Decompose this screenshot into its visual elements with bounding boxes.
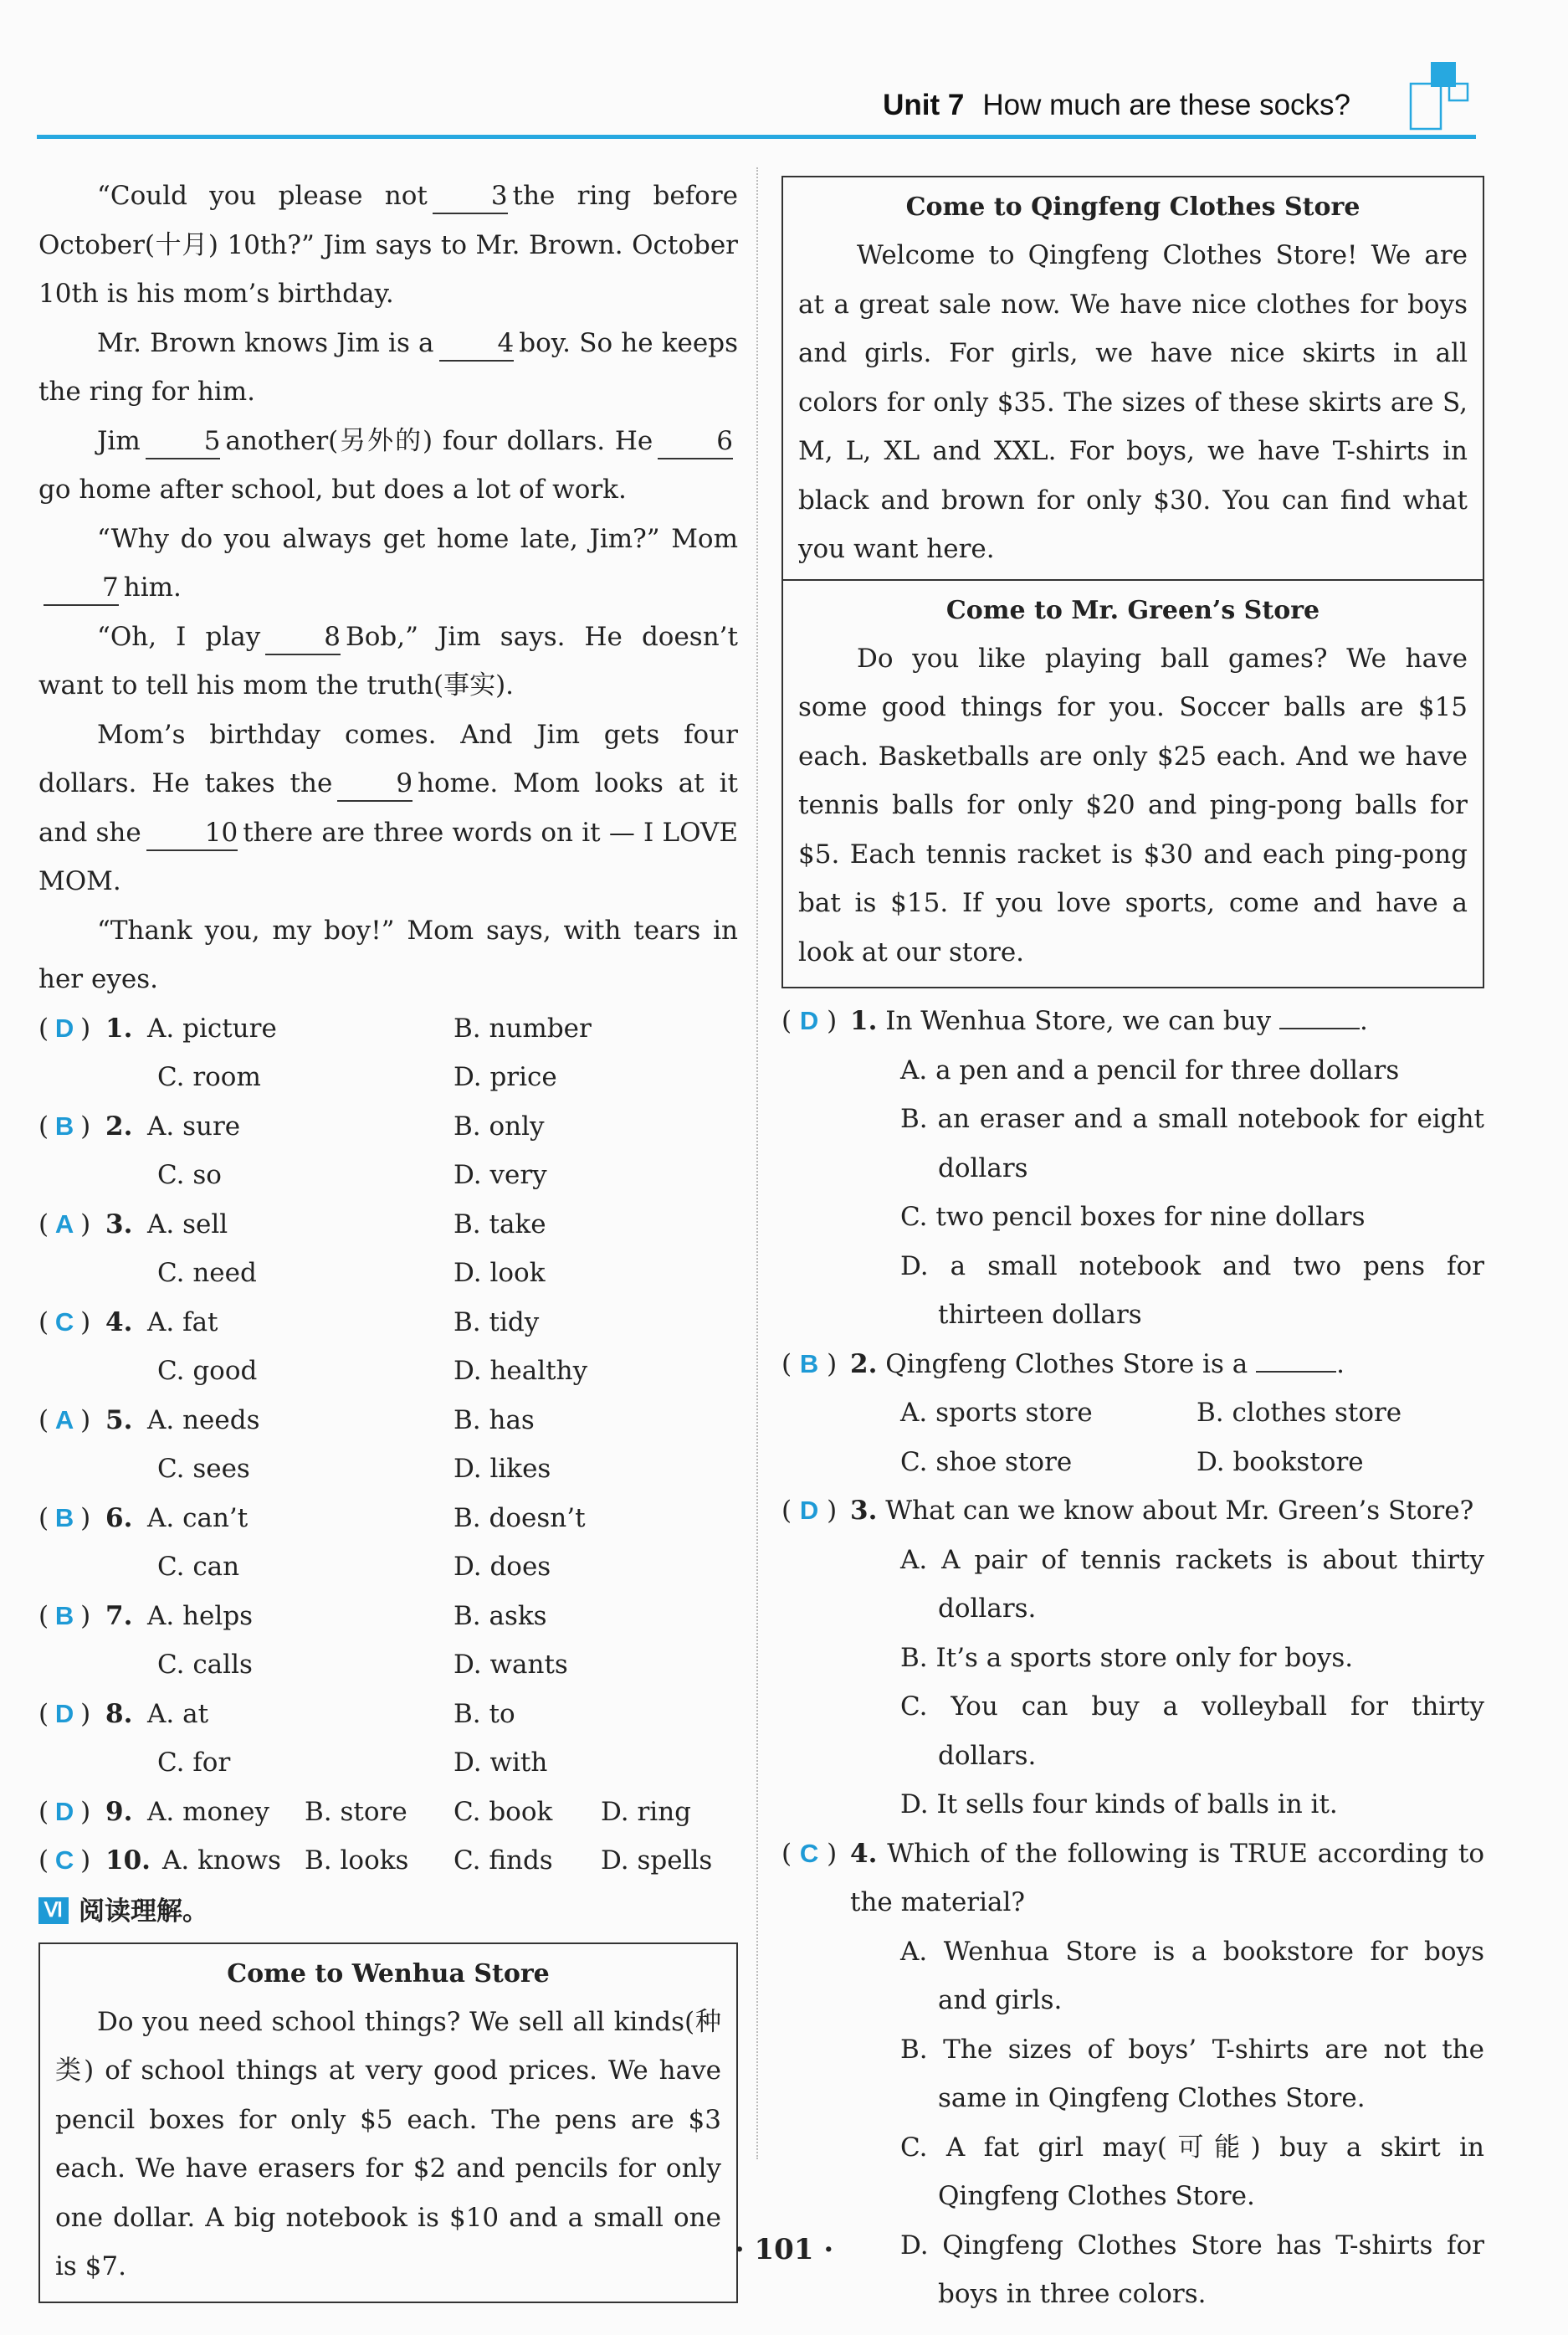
question-number: 4. xyxy=(850,1838,878,1869)
cloze-question xyxy=(38,1592,738,1641)
answer-bracket xyxy=(781,1486,837,1536)
option-b: B. take xyxy=(453,1209,546,1239)
ad-text: Welcome to Qingfeng Clothes Store! We are at a great sale now. We have nice clothes for boys and girls. For girls, we have nice skirts in all colors for only $35. The sizes of these skirts are S, M, L, XL and XXL. For boys, we have T-shirts in black and brown for only $30. You can find what you want here. xyxy=(798,240,1468,564)
option-d: D. ring xyxy=(601,1796,692,1827)
cloze-question-row-2 xyxy=(38,1542,738,1592)
cloze-question xyxy=(38,1836,738,1886)
cloze-paragraph-7: “Thank you, my boy!” Mom says, with tears in her eyes. xyxy=(38,915,738,994)
option-a: A. needs xyxy=(147,1404,260,1435)
answer-letter: B xyxy=(799,1348,819,1378)
option-d: D. very xyxy=(453,1160,547,1190)
answer-letter: D xyxy=(54,1698,74,1728)
question-number: 1. xyxy=(105,1013,133,1044)
question-number: 8. xyxy=(105,1698,133,1729)
answer-choice: A. A pair of tennis rackets is about thirty dollars. xyxy=(900,1544,1484,1624)
cloze-paragraph-6: Mom’s birthday comes. And Jim gets four dollars. He takes the 9 home. Mom looks at it and she 10 there are three words on it — I LOVE MOM. xyxy=(38,719,739,896)
option-c: C. book xyxy=(453,1796,553,1827)
question-number: 1. xyxy=(850,1006,878,1036)
question-number: 7. xyxy=(105,1600,133,1631)
unit-title: How much are these socks? xyxy=(982,89,1350,121)
cloze-question xyxy=(38,1298,738,1347)
page-number: · 101 · xyxy=(734,2233,834,2266)
cloze-blank-6: 6 xyxy=(658,424,733,459)
answer-bracket xyxy=(38,1200,90,1250)
option-c: C. need xyxy=(157,1258,257,1288)
bracket-open: ( xyxy=(38,1404,49,1435)
question-text: Which of the following is TRUE according to the material? xyxy=(850,1838,1484,1917)
answer-letter: B xyxy=(54,1111,74,1141)
option-d: D. price xyxy=(453,1062,557,1092)
cloze-question xyxy=(38,1494,738,1543)
answer-bracket xyxy=(781,1340,837,1389)
answer-letter: C xyxy=(54,1306,74,1337)
cloze-paragraph-5: “Oh, I play 8 Bob,” Jim says. He doesn’t want to tell his mom the truth(事实). xyxy=(38,621,738,700)
answer-choice: B. an eraser and a small notebook for eight dollars xyxy=(900,1104,1484,1183)
answer-letter: C xyxy=(799,1838,819,1868)
option-c: C. good xyxy=(157,1356,258,1386)
store-ads-box xyxy=(781,176,1484,988)
column-divider xyxy=(756,167,758,2159)
option-c: C. calls xyxy=(157,1650,253,1680)
answer-bracket xyxy=(38,1396,90,1445)
choice-d: D. bookstore xyxy=(1196,1446,1364,1477)
question-number: 10. xyxy=(105,1845,151,1876)
option-b: B. looks xyxy=(305,1845,409,1876)
cloze-paragraph-2: Mr. Brown knows Jim is a 4 boy. So he keeps the ring for him. xyxy=(38,327,738,407)
cloze-question-list-single xyxy=(38,1788,738,1886)
answer-bracket xyxy=(38,1298,90,1347)
cloze-question xyxy=(38,1200,738,1250)
answer-choice: B. The sizes of boys’ T-shirts are not the same in Qingfeng Clothes Store. xyxy=(900,2034,1484,2113)
option-b: B. store xyxy=(305,1796,407,1827)
answer-bracket xyxy=(38,1592,90,1641)
bracket-open: ( xyxy=(781,1838,792,1869)
green-store-ad xyxy=(783,579,1483,978)
question-number: 6. xyxy=(105,1502,133,1533)
option-b: B. tidy xyxy=(453,1306,540,1337)
option-b: B. number xyxy=(453,1013,592,1044)
ad-title: Come to Qingfeng Clothes Store xyxy=(905,192,1360,222)
bracket-close: ) xyxy=(80,1404,91,1435)
bracket-open: ( xyxy=(38,1209,49,1239)
option-a: A. sure xyxy=(147,1111,241,1142)
header-title xyxy=(883,89,1350,122)
cloze-question xyxy=(38,1102,738,1152)
answer-choice: A. Wenhua Store is a bookstore for boys and girls. xyxy=(900,1936,1484,2015)
cloze-question-list xyxy=(38,1004,738,1788)
option-d: D. does xyxy=(453,1552,551,1582)
option-d: D. with xyxy=(453,1747,548,1778)
question-text: In Wenhua Store, we can buy xyxy=(885,1006,1272,1036)
answer-letter: B xyxy=(54,1502,74,1532)
answer-choice: C. two pencil boxes for nine dollars xyxy=(900,1202,1366,1232)
cloze-question xyxy=(38,1396,738,1445)
bracket-close: ) xyxy=(80,1209,91,1239)
ad-text: Do you like playing ball games? We have some good things for you. Soccer balls are $15 each. Basketballs are only $25 each. And we have tennis balls for only $20 and ping-pong balls for $5. Each tennis racket is $30 and each ping-pong bat is $15. If you love sports, come and have a look at our store. xyxy=(798,643,1468,967)
period: . xyxy=(1336,1348,1345,1379)
header-rule xyxy=(37,135,1476,139)
bracket-open: ( xyxy=(38,1796,49,1827)
option-c: C. for xyxy=(157,1747,231,1778)
header-square-icon xyxy=(1384,59,1476,134)
option-a: A. at xyxy=(147,1698,209,1729)
unit-label: Unit 7 xyxy=(883,89,965,121)
bracket-open: ( xyxy=(781,1006,792,1036)
ad-title: Come to Mr. Green’s Store xyxy=(945,595,1320,625)
answer-bracket xyxy=(38,1788,90,1837)
ad-text: Do you need school things? We sell all kinds(种类) of school things at very good prices. We have pencil boxes for only $5 each. The pens are $3 each. We have erasers for $2 and pencils for only one dollar. A big notebook is $10 and a small one is $7. xyxy=(55,2006,721,2281)
answer-bracket xyxy=(38,1494,90,1543)
cloze-blank-5: 5 xyxy=(146,424,221,459)
cloze-question xyxy=(38,1004,738,1054)
answer-choice: D. a small notebook and two pens for thirteen dollars xyxy=(900,1250,1484,1330)
option-b: B. to xyxy=(453,1698,515,1729)
option-b: B. has xyxy=(453,1404,535,1435)
question-number: 9. xyxy=(105,1796,133,1827)
bracket-open: ( xyxy=(38,1698,49,1729)
choice-b: B. clothes store xyxy=(1196,1398,1402,1428)
section-title: 阅读理解。 xyxy=(79,1896,208,1927)
bracket-close: ) xyxy=(80,1698,91,1729)
cloze-blank-9: 9 xyxy=(337,767,412,802)
bracket-open: ( xyxy=(38,1111,49,1142)
option-a: A. helps xyxy=(147,1600,254,1631)
cloze-paragraph-1: “Could you please not 3 the ring before October(十月) 10th?” Jim says to Mr. Brown. October 10th is his mom’s birthday. xyxy=(38,181,738,309)
reading-question xyxy=(781,997,1484,1340)
question-stem xyxy=(850,1486,1484,1536)
question-stem xyxy=(850,1340,1484,1389)
cloze-blank-8: 8 xyxy=(265,620,341,655)
cloze-paragraph-4: “Why do you always get home late, Jim?” Mom 7 him. xyxy=(38,515,738,613)
bracket-close: ) xyxy=(827,1006,838,1036)
answer-letter: D xyxy=(799,1496,819,1525)
answer-letter: A xyxy=(54,1404,74,1434)
option-c: C. can xyxy=(157,1552,240,1582)
bracket-open: ( xyxy=(38,1013,49,1044)
answer-letter: D xyxy=(54,1796,74,1826)
option-d: D. spells xyxy=(601,1845,713,1876)
answer-bracket xyxy=(38,1836,90,1886)
reading-question-list xyxy=(781,997,1484,2319)
left-column xyxy=(38,172,738,2303)
bracket-close: ) xyxy=(80,1502,91,1533)
bracket-close: ) xyxy=(80,1306,91,1337)
option-d: D. healthy xyxy=(453,1356,588,1386)
answer-choice: D. Qingfeng Clothes Store has T-shirts for boys in three colors. xyxy=(900,2230,1484,2309)
bracket-close: ) xyxy=(80,1013,91,1044)
answer-bracket xyxy=(781,997,837,1046)
bracket-close: ) xyxy=(827,1496,838,1526)
answer-bracket xyxy=(38,1004,90,1054)
option-a: A. picture xyxy=(147,1013,277,1044)
right-column xyxy=(781,176,1484,2319)
section-heading xyxy=(38,1887,738,1936)
answer-choice: C. You can buy a volleyball for thirty dollars. xyxy=(900,1691,1484,1771)
answer-blank xyxy=(1279,1028,1360,1029)
bracket-close: ) xyxy=(80,1600,91,1631)
choice-row xyxy=(900,1388,1484,1438)
answer-choice: D. It sells four kinds of balls in it. xyxy=(900,1789,1338,1819)
option-a: A. can’t xyxy=(147,1502,249,1533)
cloze-blank-10: 10 xyxy=(146,816,238,851)
option-d: D. likes xyxy=(453,1454,551,1484)
choice-c: C. shoe store xyxy=(900,1446,1073,1477)
question-number: 5. xyxy=(105,1404,133,1435)
cloze-question-row-2 xyxy=(38,1053,738,1102)
answer-choice: B. It’s a sports store only for boys. xyxy=(900,1642,1354,1673)
answer-letter: D xyxy=(799,1006,819,1035)
reading-question xyxy=(781,1340,1484,1487)
bracket-close: ) xyxy=(827,1838,838,1869)
question-stem xyxy=(850,997,1484,1046)
ad-title: Come to Wenhua Store xyxy=(227,1958,550,1989)
question-number: 3. xyxy=(850,1496,878,1526)
question-stem xyxy=(850,1830,1484,1927)
cloze-question-row-2 xyxy=(38,1347,738,1396)
section-badge: Ⅵ xyxy=(38,1897,69,1924)
bracket-open: ( xyxy=(38,1306,49,1337)
answer-letter: D xyxy=(54,1013,74,1043)
option-c: C. sees xyxy=(157,1454,250,1484)
option-a: A. sell xyxy=(147,1209,228,1239)
option-a: A. fat xyxy=(147,1306,218,1337)
cloze-question-row-2 xyxy=(38,1640,738,1690)
option-d: D. look xyxy=(453,1258,546,1288)
option-a: A. money xyxy=(147,1796,269,1827)
bracket-close: ) xyxy=(827,1348,838,1379)
page-header xyxy=(37,59,1476,142)
bracket-open: ( xyxy=(38,1600,49,1631)
option-a: A. knows xyxy=(162,1845,281,1876)
cloze-blank-7: 7 xyxy=(44,571,119,606)
answer-letter: B xyxy=(54,1600,74,1630)
option-c: C. room xyxy=(157,1062,261,1092)
question-text: Qingfeng Clothes Store is a xyxy=(885,1348,1248,1379)
question-text: What can we know about Mr. Green’s Store? xyxy=(885,1496,1474,1526)
bracket-close: ) xyxy=(80,1845,91,1876)
cloze-blank-4: 4 xyxy=(439,326,515,362)
cloze-question xyxy=(38,1788,738,1837)
option-b: B. doesn’t xyxy=(453,1502,586,1533)
choice-a: A. sports store xyxy=(900,1398,1093,1428)
option-d: D. wants xyxy=(453,1650,568,1680)
answer-choice: C. A fat girl may(可能) buy a skirt in Qingfeng Clothes Store. xyxy=(900,2132,1484,2211)
answer-choice: A. a pen and a pencil for three dollars xyxy=(900,1055,1400,1085)
question-number: 2. xyxy=(105,1111,133,1142)
cloze-question-row-2 xyxy=(38,1151,738,1200)
cloze-paragraph-3: Jim 5 another(另外的) four dollars. He 6go home after school, but does a lot of work. xyxy=(38,425,733,505)
answer-bracket xyxy=(38,1690,90,1739)
cloze-question-row-2 xyxy=(38,1445,738,1494)
bracket-open: ( xyxy=(38,1502,49,1533)
bracket-open: ( xyxy=(38,1845,49,1876)
period: . xyxy=(1360,1006,1368,1036)
option-c: C. finds xyxy=(453,1845,553,1876)
answer-letter: C xyxy=(54,1845,74,1875)
cloze-question-row-2 xyxy=(38,1249,738,1298)
question-number: 4. xyxy=(105,1306,133,1337)
question-number: 3. xyxy=(105,1209,133,1239)
choice-row xyxy=(900,1438,1484,1487)
option-c: C. so xyxy=(157,1160,222,1190)
cloze-question-row-2 xyxy=(38,1738,738,1788)
answer-letter: A xyxy=(54,1209,74,1239)
question-number: 2. xyxy=(850,1348,878,1379)
bracket-close: ) xyxy=(80,1796,91,1827)
bracket-close: ) xyxy=(80,1111,91,1142)
answer-bracket xyxy=(38,1102,90,1152)
cloze-question xyxy=(38,1690,738,1739)
answer-bracket xyxy=(781,1830,837,1879)
bracket-open: ( xyxy=(781,1348,792,1379)
cloze-blank-3: 3 xyxy=(433,179,508,214)
bracket-open: ( xyxy=(781,1496,792,1526)
answer-blank xyxy=(1256,1371,1336,1373)
option-b: B. only xyxy=(453,1111,545,1142)
option-b: B. asks xyxy=(453,1600,547,1631)
reading-question xyxy=(781,1486,1484,1830)
